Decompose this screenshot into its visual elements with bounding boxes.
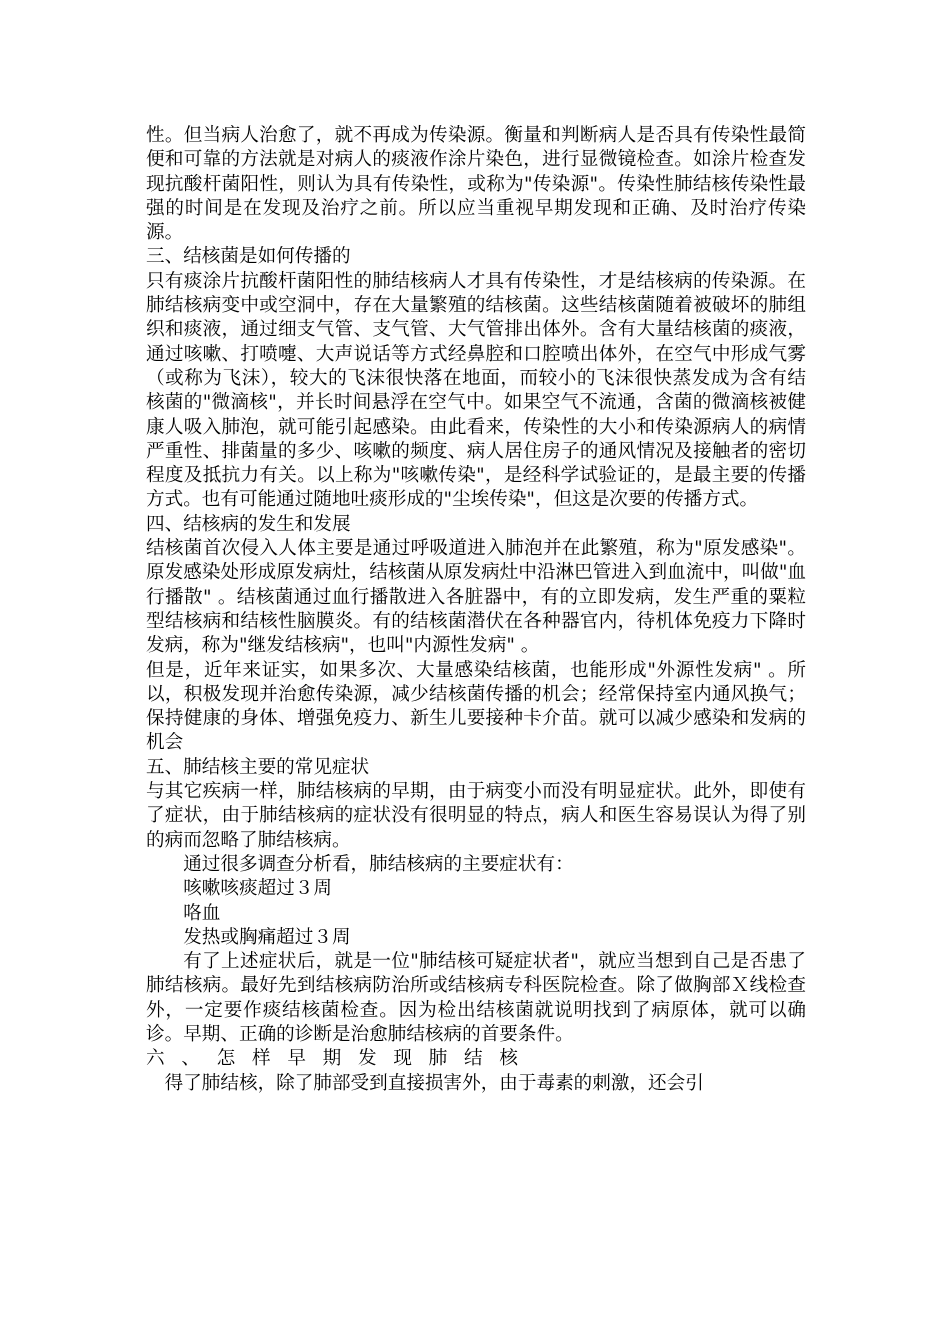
paragraph-survey-intro: 通过很多调查分析看，肺结核病的主要症状有： [183,853,574,875]
paragraph-primary-infection: 结核菌首次侵入人体主要是通过呼吸道进入肺泡并在此繁殖，称为"原发感染"。原发感染处形成原发病灶，结核菌从原发病灶中沿淋巴管进入到血流中，叫做"血行播散" 。结核菌通过血行播散进入各脏器中，有的立即发病，发生严重的粟粒型结核病和结核性脑膜炎。有的结核菌潜伏在各种器官内，待机体免疫力下降时发病，称为"继发结核病"，也叫"内源性发病" 。 [146,538,806,657]
symptom-item-hemoptysis: 咯血 [183,902,221,924]
paragraph-diagnosis: 有了上述症状后，就是一位"肺结核可疑症状者"，就应当想到自己是否患了肺结核病。最好先到结核病防治所或结核病专科医院检查。除了做胸部Ｘ线检查外，一定要作痰结核菌检查。因为检出结核菌就说明找到了病原体，就可以确诊。早期、正确的诊断是治愈肺结核病的首要条件。 [146,951,806,1045]
paragraph-transmission: 只有痰涂片抗酸杆菌阳性的肺结核病人才具有传染性，才是结核病的传染源。在肺结核病变中或空洞中，存在大量繁殖的结核菌。这些结核菌随着被破坏的肺组织和痰液，通过细支气管、支气管、大气管排出体外。含有大量结核菌的痰液，通过咳嗽、打喷嚏、大声说话等方式经鼻腔和口腔喷出体外，在空气中形成气雾（或称为飞沫），较大的飞沫很快落在地面，而较小的飞沫很快蒸发成为含有结核菌的"微滴核"，并长时间悬浮在空气中。如果空气不流通，含菌的微滴核被健康人吸入肺泡，就可能引起感染。由此看来，传染性的大小和传染源病人的病情严重性、排菌量的多少、咳嗽的频度、病人居住房子的通风情况及接触者的密切程度及抵抗力有关。以上称为"咳嗽传染"，是经科学试验证的，是最主要的传播方式。也有可能通过随地吐痰形成的"尘埃传染"，但这是次要的传播方式。 [146,270,806,511]
symptom-item-fever: 发热或胸痛超过３周 [183,926,351,948]
paragraph-exogenous-disease: 但是，近年来证实，如果多次、大量感染结核菌，也能形成"外源性发病" 。所以，积极发现并治愈传染源，减少结核菌传播的机会；经常保持室内通风换气；保持健康的身体、增强免疫力、新生儿要接种卡介苗。就可以减少感染和发病的机会 [146,659,806,754]
document-page [146,124,806,1096]
paragraph-toxin-effects: 得了肺结核，除了肺部受到直接损害外，由于毒素的刺激，还会引 [164,1072,704,1094]
symptom-item-cough: 咳嗽咳痰超过３周 [183,878,332,900]
paragraph-contagion-source: 性。但当病人治愈了，就不再成为传染源。衡量和判断病人是否具有传染性最简便和可靠的方法就是对病人的痰液作涂片染色，进行显微镜检查。如涂片检查发现抗酸杆菌阳性，则认为具有传染性，或称为"传染源"。传染性肺结核传染性最强的时间是在发现及治疗之前。所以应当重视早期发现和正确、及时治疗传染源。 [146,125,806,244]
paragraph-early-symptoms: 与其它疾病一样，肺结核病的早期，由于病变小而没有明显症状。此外，即使有了症状，由于肺结核病的症状没有很明显的特点，病人和医生容易误认为得了别的病而忽略了肺结核病。 [146,781,806,851]
section-heading-6: 六、怎样早期发现肺结核 [146,1048,535,1070]
section-heading-5: 五、肺结核主要的常见症状 [146,756,370,778]
section-heading-4: 四、结核病的发生和发展 [146,513,351,535]
section-heading-3: 三、结核菌是如何传播的 [146,246,351,268]
